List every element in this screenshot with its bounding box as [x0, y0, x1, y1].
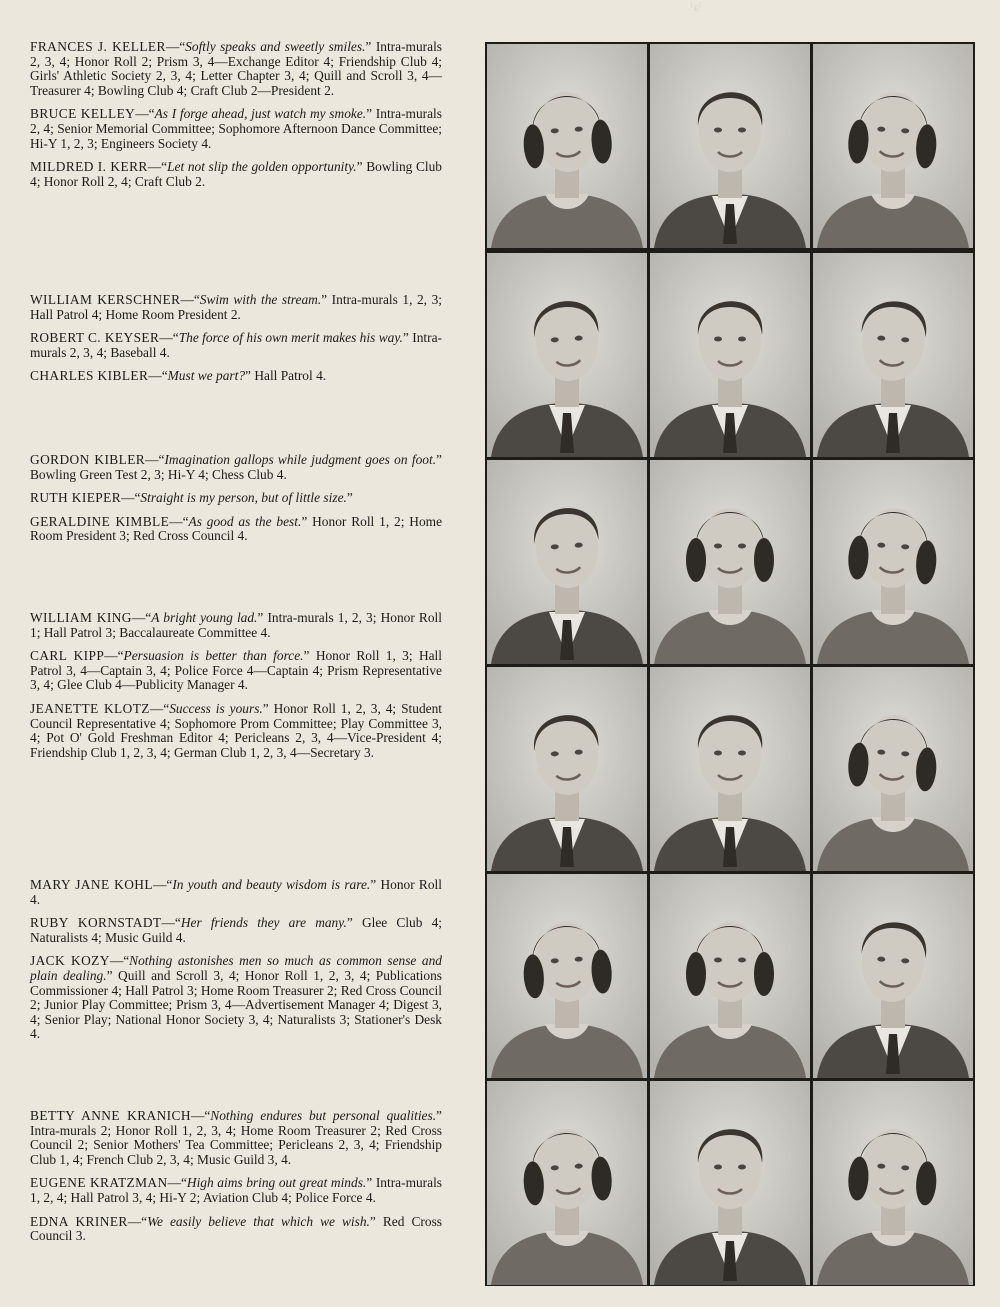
- student-portrait: [813, 667, 973, 871]
- student-portrait: [813, 1081, 973, 1285]
- student-portrait: [813, 874, 973, 1078]
- student-name: FRANCES J. KELLER: [30, 39, 166, 54]
- bio-group: [30, 878, 442, 1051]
- student-quote: Softly speaks and sweetly smiles.: [185, 39, 366, 54]
- bio-group: [30, 293, 442, 393]
- student-name: MILDRED I. KERR: [30, 159, 148, 175]
- student-portrait: [813, 44, 973, 248]
- bio-entry: GERALDINE KIMBLE—“As good as the best.” Honor Roll 1, 2; Home Room President 3; Red Cross Council 4.: [30, 513, 443, 544]
- student-quote: Success is yours.: [169, 700, 263, 716]
- student-activities: Honor Roll 1, 3; Hall Patrol 3, 4—Captain 3, 4; Police Force 4—Captain 4; Prism Representative 3, 4; Glee Club 4—Publicity Manager 4.: [30, 648, 442, 693]
- student-activities: Intra-murals 1, 2, 3; Hall Patrol 4; Home Room President 2.: [30, 292, 442, 322]
- student-quote: Nothing endures but personal qualities.: [210, 1108, 437, 1123]
- student-activities: Glee Club 4; Naturalists 4; Music Guild 4.: [30, 915, 443, 945]
- student-name: RUTH KIEPER: [30, 490, 122, 506]
- student-portrait: [650, 460, 810, 664]
- student-name: WILLIAM KERSCHNER: [30, 292, 181, 307]
- student-portrait: [487, 253, 647, 457]
- bio-entry: FRANCES J. KELLER—“Softly speaks and sweetly smiles.” Intra-murals 2, 3, 4; Honor Roll 2; Prism 3, 4—Exchange Editor 4; Friendship Club 4; Girls' Athletic Society 2, 3, 4; Letter Chapter 3, 4; Quill and Scroll 3, 4—Treasurer 4; Bowling Club 4; Craft Club 2—President 2.: [30, 39, 442, 98]
- bio-entry: CHARLES KIBLER—“Must we part?” Hall Patrol 4.: [30, 368, 327, 384]
- student-name: EUGENE KRATZMAN: [30, 1175, 168, 1191]
- student-quote: Persuasion is better than force.: [123, 648, 304, 664]
- student-quote: As good as the best.: [188, 513, 302, 529]
- corner-mark: ¹ᴇᴵ: [690, 0, 702, 14]
- student-quote: In youth and beauty wisdom is rare.: [172, 877, 371, 892]
- student-name: WILLIAM KING: [30, 610, 132, 625]
- portrait-grid: [485, 42, 975, 1286]
- bio-entry: MARY JANE KOHL—“In youth and beauty wisdom is rare.” Honor Roll 4.: [30, 877, 442, 907]
- student-portrait: [487, 44, 647, 248]
- student-name: ROBERT C. KEYSER: [30, 330, 160, 346]
- student-portrait: [650, 1081, 810, 1285]
- biography-column: [30, 0, 442, 1307]
- bio-entry: WILLIAM KING—“A bright young lad.” Intra-murals 1, 2, 3; Honor Roll 1; Hall Patrol 3; Baccalaureate Committee 4.: [30, 610, 442, 640]
- student-quote: We easily believe that which we wish.: [147, 1213, 370, 1229]
- student-name: GORDON KIBLER: [30, 452, 146, 467]
- bio-entry: MILDRED I. KERR—“Let not slip the golden opportunity.” Bowling Club 4; Honor Roll 2, 4; Craft Club 2.: [30, 159, 442, 189]
- student-activities: Honor Roll 1, 2, 3, 4; Student Council Representative 4; Sophomore Prom Committee; Play Committee 3, 4; Pot O' Gold Freshman Editor 4; Pericleans 2, 3, 4—Vice-President 4; Friendship Club 1, 2, 3, 4; German Club 1, 2, 3, 4—Secretary 3.: [30, 700, 443, 760]
- bio-entry: WILLIAM KERSCHNER—“Swim with the stream.” Intra-murals 1, 2, 3; Hall Patrol 4; Home Room President 2.: [30, 292, 442, 322]
- student-name: CHARLES KIBLER: [30, 368, 149, 384]
- student-portrait: [650, 874, 810, 1078]
- bio-group: [30, 611, 442, 769]
- student-portrait: [813, 460, 973, 664]
- student-activities: Quill and Scroll 3, 4; Honor Roll 1, 2, 3, 4; Publications Commissioner 4; Hall Patrol 3; Home Room Treasurer 2; Red Cross Council 2; Junior Play Committee; Prism 3, 4—Advertisement Manager 4; Digest 3, 4; Senior Play; National Honor Society 3, 4; Naturalists 3; Stationer's Desk 4.: [30, 967, 443, 1042]
- student-quote: As I forge ahead, just watch my smoke.: [154, 106, 367, 122]
- bio-group: [30, 453, 442, 553]
- student-quote: The force of his own merit makes his way.: [178, 330, 403, 346]
- student-activities: Intra-murals 2, 3, 4; Baseball 4.: [30, 330, 442, 360]
- student-activities: Honor Roll 1, 2; Home Room President 3; Red Cross Council 4.: [30, 513, 443, 544]
- student-name: JEANETTE KLOTZ: [30, 700, 150, 716]
- bio-entry: JEANETTE KLOTZ—“Success is yours.” Honor Roll 1, 2, 3, 4; Student Council Representative 4; Sophomore Prom Committee; Play Committee 3, 4; Pot O' Gold Freshman Editor 4; Pericleans 2, 3, 4—Vice-President 4; Friendship Club 1, 2, 3, 4; German Club 1, 2, 3, 4—Secretary 3.: [30, 700, 443, 760]
- student-portrait: [650, 44, 810, 248]
- student-activities: Intra-murals 2, 3, 4; Honor Roll 2; Prism 3, 4—Exchange Editor 4; Friendship Club 4; Girls' Athletic Society 2, 3, 4; Letter Chapter 3, 4; Quill and Scroll 3, 4—Treasurer 4; Bowling Club 4; Craft Club 2—President 2.: [30, 39, 442, 98]
- bio-group: [30, 1109, 442, 1253]
- student-quote: Let not slip the golden opportunity.: [167, 159, 357, 175]
- student-quote: Her friends they are many.: [180, 915, 347, 931]
- student-quote: Must we part?: [167, 368, 246, 384]
- student-portrait: [487, 667, 647, 871]
- bio-entry: CARL KIPP—“Persuasion is better than force.” Honor Roll 1, 3; Hall Patrol 3, 4—Captain 3, 4; Police Force 4—Captain 4; Prism Representative 3, 4; Glee Club 4—Publicity Manager 4.: [30, 648, 442, 693]
- bio-entry: JACK KOZY—“Nothing astonishes men so much as common sense and plain dealing.” Quill and Scroll 3, 4; Honor Roll 1, 2, 3, 4; Publications Commissioner 4; Hall Patrol 3; Home Room Treasurer 2; Red Cross Council 2; Junior Play Committee; Prism 3, 4—Advertisement Manager 4; Digest 3, 4; Senior Play; National Honor Society 3, 4; Naturalists 3; Stationer's Desk 4.: [30, 953, 443, 1042]
- student-activities: Bowling Club 4; Honor Roll 2, 4; Craft Club 2.: [30, 159, 442, 189]
- bio-group: [30, 40, 442, 198]
- student-activities: Intra-murals 2; Honor Roll 1, 2, 3, 4; Home Room Treasurer 2; Red Cross Council 2; Senior Mothers' Tea Committee; Pericleans 2, 3, 4; Friendship Club 1, 4; French Club 2, 3, 4; Music Guild 3, 4.: [30, 1122, 442, 1167]
- student-quote: Nothing astonishes men so much as common sense and plain dealing.: [30, 953, 442, 983]
- student-activities: Intra-murals 1, 2, 4; Hall Patrol 3, 4; Hi-Y 2; Aviation Club 4; Police Force 4.: [30, 1175, 443, 1205]
- bio-entry: ROBERT C. KEYSER—“The force of his own merit makes his way.” Intra-murals 2, 3, 4; Baseball 4.: [30, 330, 442, 360]
- student-portrait: [650, 667, 810, 871]
- student-name: GERALDINE KIMBLE: [30, 513, 170, 529]
- student-activities: Intra-murals 1, 2, 3; Honor Roll 1; Hall Patrol 3; Baccalaureate Committee 4.: [30, 610, 442, 640]
- student-activities: Bowling Green Test 2, 3; Hi-Y 4; Chess Club 4.: [30, 466, 287, 482]
- student-name: EDNA KRINER: [30, 1213, 128, 1229]
- student-quote: Imagination gallops while judgment goes on foot.: [164, 452, 437, 467]
- student-name: MARY JANE KOHL: [30, 877, 153, 892]
- student-portrait: [650, 253, 810, 457]
- student-portrait: [487, 874, 647, 1078]
- student-quote: A bright young lad.: [151, 610, 258, 625]
- student-quote: High aims bring out great minds.: [186, 1175, 367, 1191]
- student-activities: Intra-murals 2, 4; Senior Memorial Committee; Sophomore Afternoon Dance Committee; Hi-Y 1, 2, 3; Engineers Society 4.: [30, 106, 442, 151]
- student-portrait: [813, 253, 973, 457]
- student-portrait: [487, 1081, 647, 1285]
- student-quote: Straight is my person, but of little size.: [140, 490, 347, 506]
- bio-entry: RUTH KIEPER—“Straight is my person, but of little size.”: [30, 490, 353, 506]
- student-activities: Hall Patrol 4.: [254, 368, 327, 384]
- student-name: BETTY ANNE KRANICH: [30, 1108, 191, 1123]
- student-name: RUBY KORNSTADT: [30, 915, 162, 931]
- student-name: JACK KOZY: [30, 953, 110, 969]
- student-quote: Swim with the stream.: [199, 292, 322, 307]
- student-portrait: [487, 460, 647, 664]
- student-activities: Red Cross Council 3.: [30, 1213, 442, 1244]
- bio-entry: EUGENE KRATZMAN—“High aims bring out great minds.” Intra-murals 1, 2, 4; Hall Patrol 3, 4; Hi-Y 2; Aviation Club 4; Police Force 4.: [30, 1175, 443, 1205]
- bio-entry: BETTY ANNE KRANICH—“Nothing endures but personal qualities.” Intra-murals 2; Honor Roll 1, 2, 3, 4; Home Room Treasurer 2; Red Cross Council 2; Senior Mothers' Tea Committee; Pericleans 2, 3, 4; Friendship Club 1, 4; French Club 2, 3, 4; Music Guild 3, 4.: [30, 1108, 442, 1167]
- student-activities: Honor Roll 4.: [30, 877, 442, 907]
- bio-entry: BRUCE KELLEY—“As I forge ahead, just watch my smoke.” Intra-murals 2, 4; Senior Memorial Committee; Sophomore Afternoon Dance Committee; Hi-Y 1, 2, 3; Engineers Society 4.: [30, 106, 442, 151]
- student-name: CARL KIPP: [30, 648, 105, 664]
- student-name: BRUCE KELLEY: [30, 106, 136, 122]
- bio-entry: RUBY KORNSTADT—“Her friends they are many.” Glee Club 4; Naturalists 4; Music Guild 4.: [30, 915, 443, 945]
- bio-entry: EDNA KRINER—“We easily believe that which we wish.” Red Cross Council 3.: [30, 1213, 442, 1244]
- bio-entry: GORDON KIBLER—“Imagination gallops while judgment goes on foot.” Bowling Green Test 2, 3; Hi-Y 4; Chess Club 4.: [30, 452, 442, 482]
